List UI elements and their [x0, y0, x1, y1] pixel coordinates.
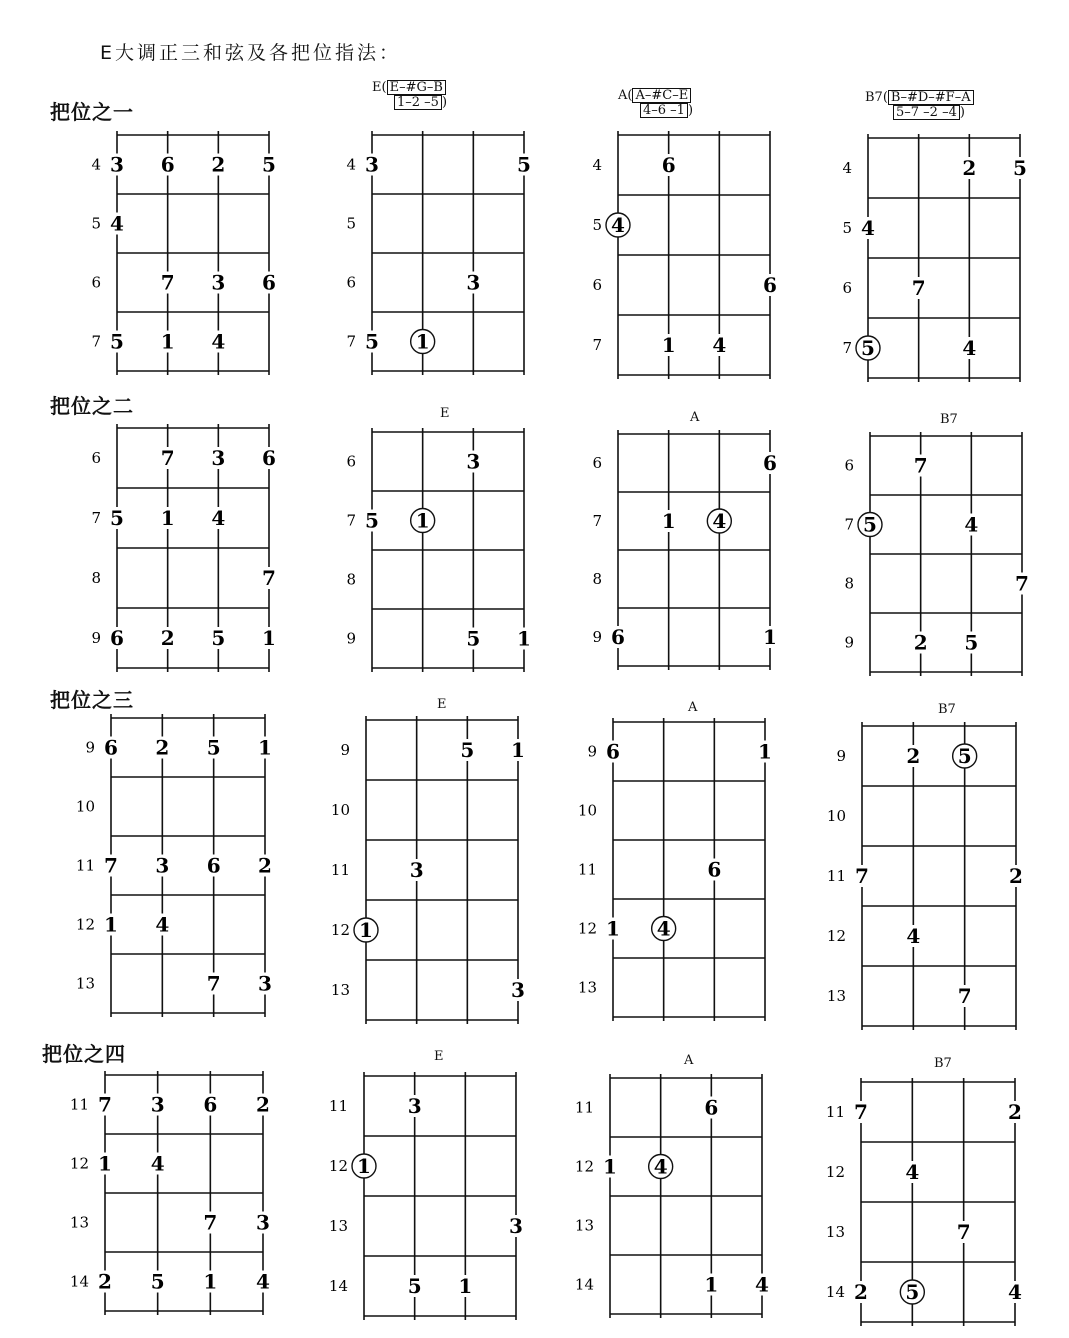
- fret-number: 12: [574, 1157, 594, 1176]
- note-number: 6: [203, 1092, 218, 1117]
- note-number: 5: [262, 152, 276, 177]
- fret-number: 12: [328, 1157, 348, 1175]
- note-number: 2: [962, 156, 977, 180]
- fret-number: 7: [842, 339, 852, 357]
- note-number: 1: [359, 918, 373, 942]
- note-number: 2: [1009, 864, 1023, 888]
- chord-name: B7: [865, 90, 883, 105]
- fret-number: 8: [91, 569, 101, 587]
- fret-number: 11: [574, 1098, 594, 1117]
- fret-number: 6: [592, 454, 602, 472]
- note-number: 3: [211, 270, 226, 295]
- note-number: 1: [511, 738, 525, 762]
- fretboard-p4-all: [70, 1071, 270, 1315]
- chord-header-B7-1: B7( B–#D–#F–A 5–7 –2 –4 ): [865, 90, 974, 120]
- note-number: 2: [1008, 1100, 1022, 1124]
- note-number: 4: [110, 211, 124, 236]
- note-number: 3: [409, 858, 424, 882]
- note-number: 2: [854, 1280, 868, 1304]
- note-number: 3: [256, 1210, 270, 1235]
- fretboard-p1-B7: [842, 134, 1027, 382]
- fret-number: 7: [346, 511, 356, 530]
- chord-detail-top: B–#D–#F–A: [888, 90, 974, 105]
- note-number: 7: [854, 1100, 868, 1124]
- note-number: 1: [98, 1151, 112, 1176]
- fretboard-p2-all: [91, 424, 276, 672]
- note-number: 7: [911, 276, 926, 300]
- section-label-3: 把位之三: [50, 688, 134, 712]
- fret-number: 4: [592, 156, 602, 174]
- note-number: 4: [861, 216, 875, 240]
- fret-number: 9: [592, 628, 602, 646]
- fret-number: 7: [592, 336, 602, 354]
- fret-number: 11: [69, 1095, 89, 1114]
- fret-number: 7: [592, 512, 602, 530]
- fret-number: 6: [346, 273, 356, 292]
- note-number: 1: [357, 1154, 371, 1178]
- note-number: 6: [262, 446, 276, 470]
- note-number: 7: [203, 1210, 218, 1235]
- fret-number: 12: [75, 915, 95, 934]
- fret-number: 4: [842, 159, 852, 177]
- note-number: 1: [704, 1272, 719, 1297]
- note-number: 7: [206, 971, 221, 996]
- note-number: 2: [98, 1269, 112, 1294]
- note-number: 3: [365, 152, 379, 177]
- note-number: 4: [150, 1151, 165, 1176]
- fret-number: 11: [577, 860, 597, 879]
- note-number: 1: [763, 625, 777, 649]
- fret-number: 9: [836, 747, 846, 765]
- note-number: 7: [98, 1092, 112, 1117]
- note-number: 4: [653, 1154, 668, 1179]
- fret-number: 7: [844, 515, 854, 534]
- note-number: 6: [160, 152, 175, 177]
- note-number: 4: [755, 1272, 769, 1297]
- fret-number: 9: [587, 742, 597, 761]
- fret-number: 13: [330, 981, 350, 999]
- note-number: 5: [365, 329, 379, 354]
- fretboard-p3-B7: [827, 722, 1023, 1030]
- fret-number: 9: [85, 738, 95, 757]
- note-number: 6: [104, 735, 118, 760]
- fret-number: 9: [91, 629, 101, 647]
- note-number: 7: [956, 1220, 971, 1244]
- note-number: 4: [964, 512, 979, 537]
- fret-number: 8: [844, 574, 854, 593]
- chord-header-B7-3: B7: [938, 702, 956, 717]
- note-number: 1: [415, 508, 430, 533]
- chord-detail-bottom: 5–7 –2 –4: [893, 105, 960, 120]
- fret-number: 11: [328, 1097, 348, 1115]
- fret-number: 13: [69, 1213, 89, 1232]
- chord-header-E-3: E: [437, 697, 447, 712]
- note-number: 2: [155, 735, 170, 760]
- fretboard-p3-E: [331, 716, 525, 1024]
- note-number: 3: [511, 978, 525, 1002]
- note-number: 3: [509, 1214, 523, 1238]
- note-number: 6: [763, 273, 777, 297]
- note-number: 4: [656, 916, 671, 941]
- note-number: 5: [110, 329, 124, 354]
- fret-number: 13: [574, 1216, 594, 1235]
- note-number: 4: [256, 1269, 270, 1294]
- note-number: 4: [611, 213, 625, 237]
- note-number: 1: [258, 735, 272, 760]
- chord-detail-top: E–#G–B: [387, 80, 446, 95]
- fret-number: 11: [826, 867, 846, 885]
- note-number: 5: [110, 506, 124, 530]
- note-number: 4: [211, 329, 226, 354]
- note-number: 1: [160, 329, 175, 354]
- fret-number: 12: [69, 1154, 89, 1173]
- fretboard-p1-A: [592, 131, 777, 379]
- note-number: 1: [661, 333, 676, 357]
- note-number: 4: [962, 336, 977, 360]
- note-number: 1: [262, 626, 276, 650]
- note-number: 1: [758, 739, 772, 764]
- fret-number: 7: [91, 332, 101, 351]
- fret-number: 6: [842, 279, 852, 297]
- note-number: 4: [1008, 1280, 1022, 1304]
- fret-number: 13: [825, 1223, 845, 1241]
- fret-number: 6: [592, 276, 602, 294]
- fret-number: 6: [91, 449, 101, 467]
- note-number: 1: [415, 329, 430, 354]
- note-number: 6: [763, 451, 777, 475]
- fret-number: 6: [346, 452, 356, 471]
- note-number: 5: [1013, 156, 1027, 180]
- chord-header-B7-4: B7: [934, 1056, 952, 1071]
- fret-number: 12: [826, 927, 846, 945]
- fret-number: 9: [346, 629, 356, 648]
- chord-header-A-2: A: [690, 410, 700, 425]
- chord-header-A-3: A: [688, 700, 698, 715]
- fret-number: 5: [91, 214, 101, 233]
- note-number: 7: [160, 446, 175, 470]
- note-number: 1: [160, 506, 175, 530]
- note-number: 1: [458, 1274, 473, 1298]
- note-number: 6: [611, 625, 625, 649]
- note-number: 4: [712, 333, 727, 357]
- note-number: 3: [211, 446, 226, 470]
- note-number: 3: [155, 853, 170, 878]
- note-number: 2: [160, 626, 175, 650]
- fret-number: 11: [75, 856, 95, 875]
- note-number: 7: [104, 853, 118, 878]
- chord-header-E-2: E: [440, 406, 450, 421]
- fret-number: 14: [825, 1283, 845, 1301]
- section-label-2: 把位之二: [50, 394, 134, 418]
- fretboard-p1-all: [91, 131, 276, 375]
- note-number: 7: [855, 864, 869, 888]
- fretboard-p1-E: [346, 131, 531, 375]
- note-number: 5: [861, 336, 875, 360]
- fret-number: 7: [346, 332, 356, 351]
- note-number: 1: [203, 1269, 218, 1294]
- note-number: 6: [262, 270, 276, 295]
- fret-number: 10: [330, 801, 350, 819]
- fretboard-p4-E: [329, 1072, 523, 1320]
- note-number: 7: [1015, 571, 1029, 596]
- note-number: 6: [206, 853, 221, 878]
- fret-number: 14: [574, 1275, 594, 1294]
- note-number: 5: [460, 738, 475, 762]
- note-number: 2: [913, 630, 928, 655]
- note-number: 5: [466, 626, 481, 651]
- chord-name: A: [618, 88, 628, 103]
- note-number: 1: [661, 509, 676, 533]
- chord-detail-bottom: 1–2 –5: [394, 95, 442, 110]
- note-number: 3: [407, 1094, 422, 1118]
- note-number: 5: [863, 512, 877, 537]
- fret-number: 6: [844, 456, 854, 475]
- note-number: 5: [905, 1280, 920, 1304]
- note-number: 6: [606, 739, 620, 764]
- chord-header-E-1: E( E–#G–B 1–2 –5 ): [372, 80, 448, 110]
- chord-header-A-4: A: [684, 1053, 694, 1068]
- note-number: 5: [964, 630, 979, 655]
- note-number: 4: [155, 912, 170, 937]
- chord-detail-bottom: 4–6 –1: [640, 103, 688, 118]
- chord-header-E-4: E: [434, 1049, 444, 1064]
- chord-header-B7-2: B7: [940, 412, 958, 427]
- fret-number: 13: [577, 978, 597, 997]
- fret-number: 13: [75, 974, 95, 993]
- fret-number: 13: [826, 987, 846, 1005]
- note-number: 3: [258, 971, 272, 996]
- note-number: 5: [517, 152, 531, 177]
- fret-number: 14: [69, 1272, 89, 1291]
- page-title: E大调正三和弦及各把位指法：: [100, 42, 402, 64]
- note-number: 2: [211, 152, 226, 177]
- note-number: 2: [258, 853, 272, 878]
- fret-number: 10: [826, 807, 846, 825]
- fret-number: 13: [328, 1217, 348, 1235]
- note-number: 5: [957, 744, 972, 768]
- note-number: 6: [704, 1095, 719, 1120]
- note-number: 1: [603, 1154, 617, 1179]
- fret-number: 7: [91, 509, 101, 527]
- fretboard-p4-A: [575, 1074, 769, 1318]
- note-number: 6: [110, 626, 124, 650]
- fret-number: 5: [346, 214, 356, 233]
- note-number: 1: [606, 916, 620, 941]
- fretboard-p2-A: [592, 430, 777, 670]
- note-number: 5: [365, 508, 379, 533]
- fret-number: 12: [577, 919, 597, 938]
- note-number: 3: [466, 449, 481, 474]
- note-number: 4: [905, 1160, 920, 1184]
- note-number: 3: [150, 1092, 165, 1117]
- fret-number: 11: [825, 1103, 845, 1121]
- note-number: 2: [906, 744, 921, 768]
- note-number: 4: [211, 506, 226, 530]
- note-number: 3: [110, 152, 124, 177]
- note-number: 4: [712, 509, 727, 533]
- note-number: 5: [206, 735, 221, 760]
- fretboard-p3-all: [76, 714, 272, 1017]
- chord-detail-top: A–#C–E: [632, 88, 691, 103]
- fret-number: 14: [328, 1277, 348, 1295]
- fret-number: 10: [577, 801, 597, 820]
- note-number: 2: [256, 1092, 270, 1117]
- fret-number: 8: [346, 570, 356, 589]
- section-label-1: 把位之一: [50, 100, 134, 124]
- note-number: 7: [913, 453, 928, 478]
- note-number: 5: [150, 1269, 165, 1294]
- fret-number: 12: [330, 921, 350, 939]
- fret-number: 10: [75, 797, 95, 816]
- fretboard-p2-B7: [844, 432, 1029, 676]
- fret-number: 9: [844, 633, 854, 652]
- fret-number: 9: [340, 741, 350, 759]
- fretboard-p4-B7: [826, 1078, 1022, 1326]
- section-label-4: 把位之四: [42, 1042, 126, 1066]
- fret-number: 8: [592, 570, 602, 588]
- fret-number: 12: [825, 1163, 845, 1181]
- fretboard-p3-A: [578, 718, 772, 1021]
- fret-number: 4: [91, 155, 101, 174]
- note-number: 7: [262, 566, 276, 590]
- note-number: 4: [906, 924, 921, 948]
- note-number: 7: [957, 984, 972, 1008]
- note-number: 5: [407, 1274, 422, 1298]
- note-number: 6: [707, 857, 722, 882]
- note-number: 1: [104, 912, 118, 937]
- fret-number: 5: [842, 219, 852, 237]
- note-number: 1: [517, 626, 531, 651]
- fret-number: 6: [91, 273, 101, 292]
- note-number: 7: [160, 270, 175, 295]
- fret-number: 11: [330, 861, 350, 879]
- note-number: 5: [211, 626, 226, 650]
- fret-number: 4: [346, 155, 356, 174]
- fret-number: 5: [592, 216, 602, 234]
- note-number: 3: [466, 270, 481, 295]
- chord-name: E: [372, 80, 382, 95]
- note-number: 6: [661, 153, 676, 177]
- fretboard-p2-E: [346, 428, 531, 672]
- chord-header-A-1: A( A–#C–E 4–6 –1 ): [618, 88, 694, 118]
